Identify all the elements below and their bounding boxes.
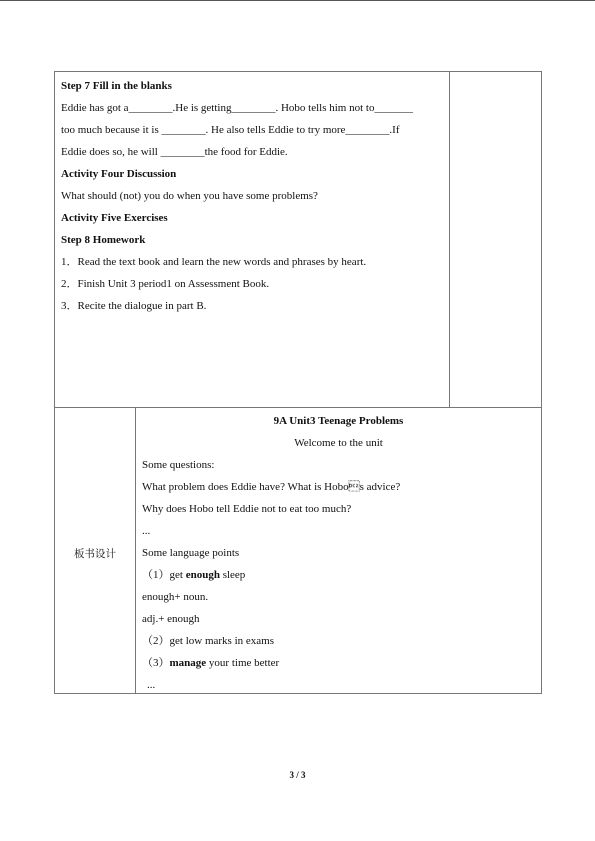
activity4-question: What should (not) you do when you have some problems? xyxy=(61,190,318,202)
activity5-title: Activity Five Exercises xyxy=(61,212,168,224)
point-3-keyword: manage xyxy=(169,657,207,669)
ellipsis-2: ... xyxy=(147,679,156,691)
points-heading: Some language points xyxy=(142,547,240,559)
homework-item-2: 2．Finish Unit 3 period1 on Assessment Book. xyxy=(61,278,270,290)
point-3-suffix: your time better xyxy=(206,657,280,669)
questions-heading: Some questions: xyxy=(142,459,215,471)
board-title: 9A Unit3 Teenage Problems xyxy=(273,415,404,427)
top-rule xyxy=(0,0,595,1)
point-2: （2）get low marks in exams xyxy=(142,635,274,647)
point-1 xyxy=(142,568,245,582)
point-1-usage-b: adj.+ enough xyxy=(142,613,200,625)
board-label: 板书设计 xyxy=(74,548,116,560)
step7-line-3: Eddie does so, he will ________the food for Eddie. xyxy=(61,146,288,158)
page-number: 3 / 3 xyxy=(289,770,306,780)
point-1-keyword: enough xyxy=(185,569,220,581)
point-1-usage-a: enough+ noun. xyxy=(142,591,209,603)
point-1-suffix: sleep xyxy=(219,569,246,581)
point-1-prefix: （1）get xyxy=(142,569,186,581)
step7-title: Step 7 Fill in the blanks xyxy=(61,80,172,92)
ellipsis-1: ... xyxy=(142,525,151,537)
homework-item-1: 1．Read the text book and learn the new words and phrases by heart. xyxy=(61,256,367,268)
activity4-title: Activity Four Discussion xyxy=(61,168,177,180)
point-3 xyxy=(142,656,279,670)
step7-line-2: too much because it is ________. He also tells Eddie to try more________.If xyxy=(61,124,400,136)
question-2: Why does Hobo tell Eddie not to eat too much? xyxy=(142,503,352,515)
steps-side-cell xyxy=(449,71,542,408)
step7-line-1: Eddie has got a________.He is getting________. Hobo tells him not to_______ xyxy=(61,102,413,114)
board-subtitle: Welcome to the unit xyxy=(294,437,383,449)
step8-title: Step 8 Homework xyxy=(61,234,146,246)
point-3-prefix: （3） xyxy=(142,657,170,669)
homework-item-3: 3．Recite the dialogue in part B. xyxy=(61,300,207,312)
question-1: What problem does Eddie have? What is Hobos advice? xyxy=(142,481,401,493)
